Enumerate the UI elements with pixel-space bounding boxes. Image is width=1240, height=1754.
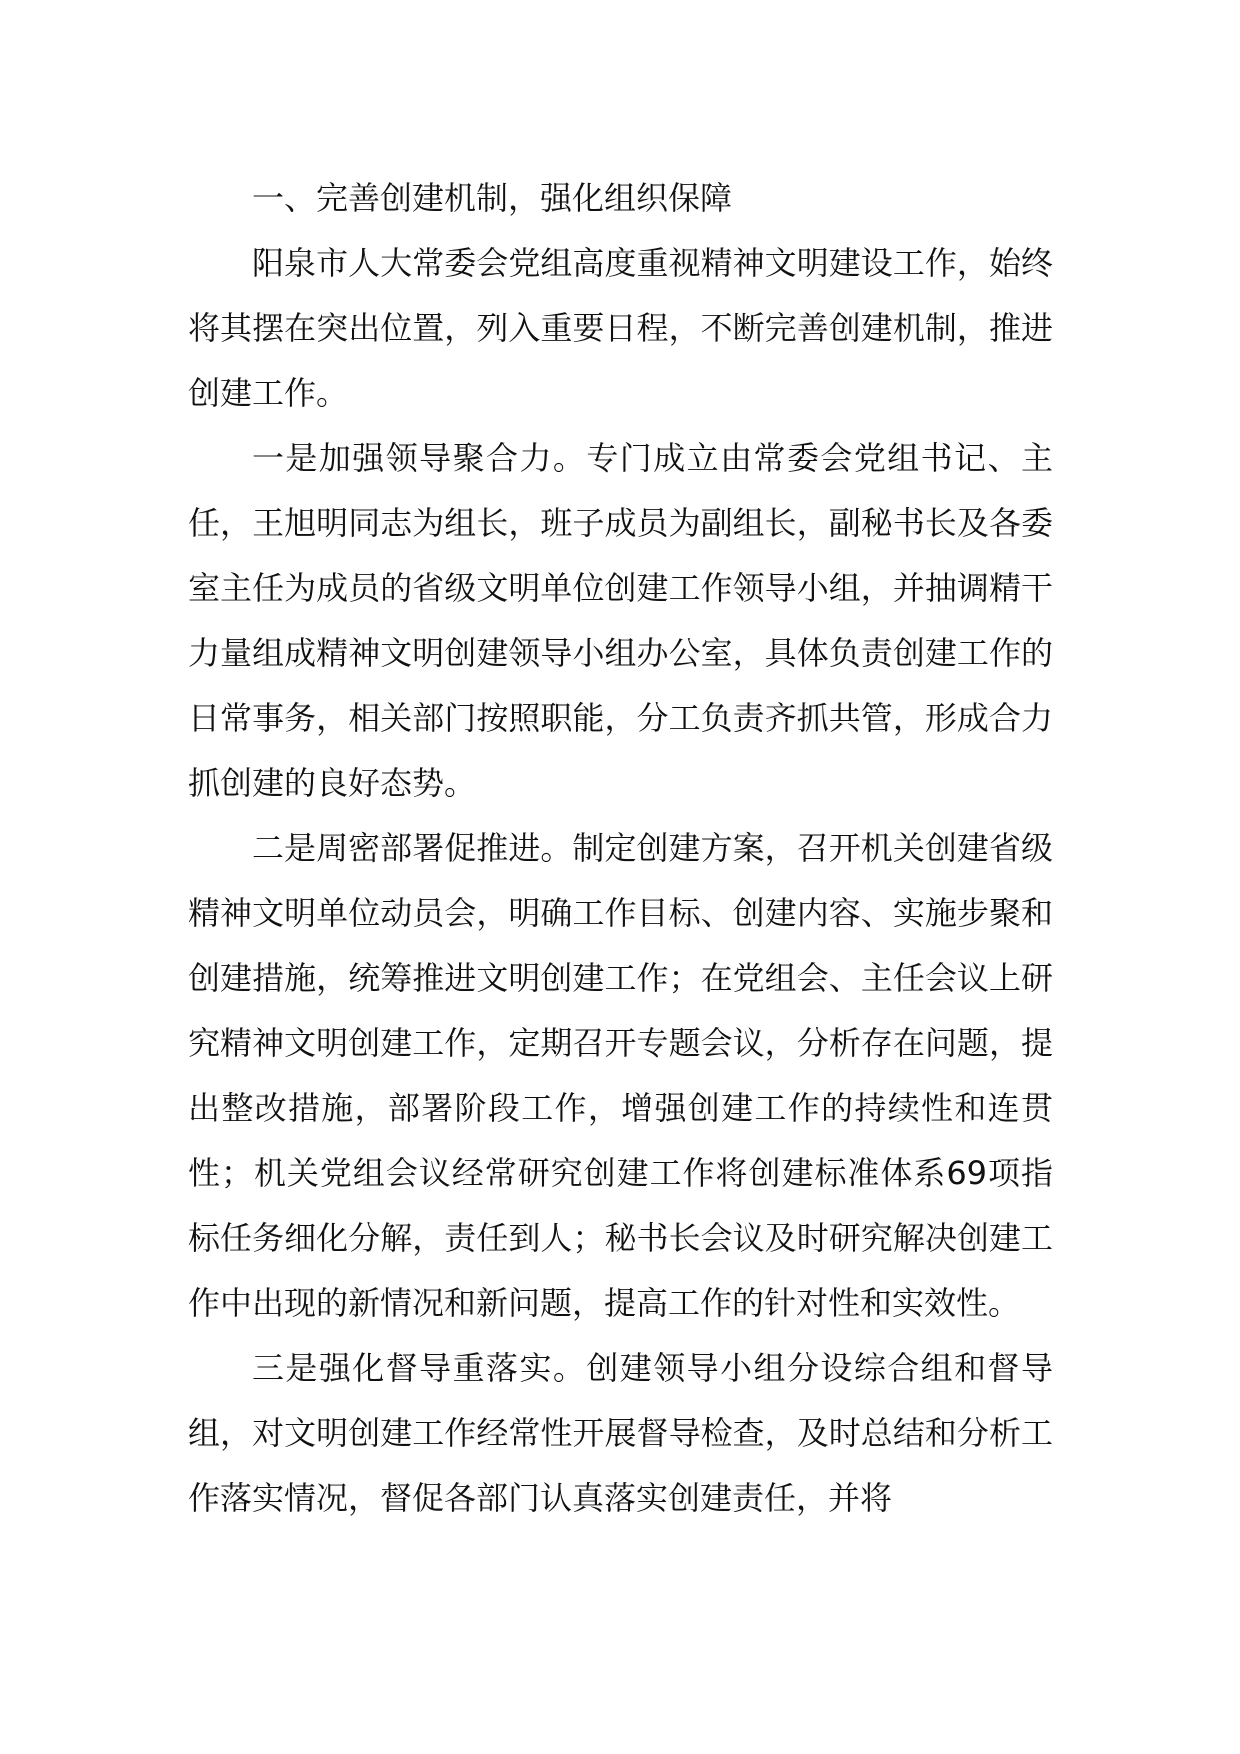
paragraph-supervision: 三是强化督导重落实。创建领导小组分设综合组和督导组，对文明创建工作经常性开展督导检查，及时总结和分析工作落实情况，督促各部门认真落实创建责任，并将: [188, 1349, 1053, 1517]
paragraph-leadership: 一是加强领导聚合力。专门成立由常委会党组书记、主任，王旭明同志为组长，班子成员为副组长，副秘书长及各委室主任为成员的省级文明单位创建工作领导小组，并抽调精干力量组成精神文明创建领导小组办公室，具体负责创建工作的日常事务，相关部门按照职能，分工负责齐抓共管，形成合力抓创建的良好态势。: [188, 439, 1053, 802]
paragraph-intro: 阳泉市人大常委会党组高度重视精神文明建设工作，始终将其摆在突出位置，列入重要日程，不断完善创建机制，推进创建工作。: [188, 244, 1053, 412]
document-body: [188, 166, 1053, 1531]
section-heading: 一、完善创建机制，强化组织保障: [252, 179, 733, 217]
paragraph-deployment: 二是周密部署促推进。制定创建方案，召开机关创建省级精神文明单位动员会，明确工作目标、创建内容、实施步聚和创建措施，统筹推进文明创建工作；在党组会、主任会议上研究精神文明创建工作，定期召开专题会议，分析存在问题，提出整改措施，部署阶段工作，增强创建工作的持续性和连贯性；机关党组会议经常研究创建工作将创建标准体系69项指标任务细化分解，责任到人；秘书长会议及时研究解决创建工作中出现的新情况和新问题，提高工作的针对性和实效性。: [188, 829, 1053, 1322]
